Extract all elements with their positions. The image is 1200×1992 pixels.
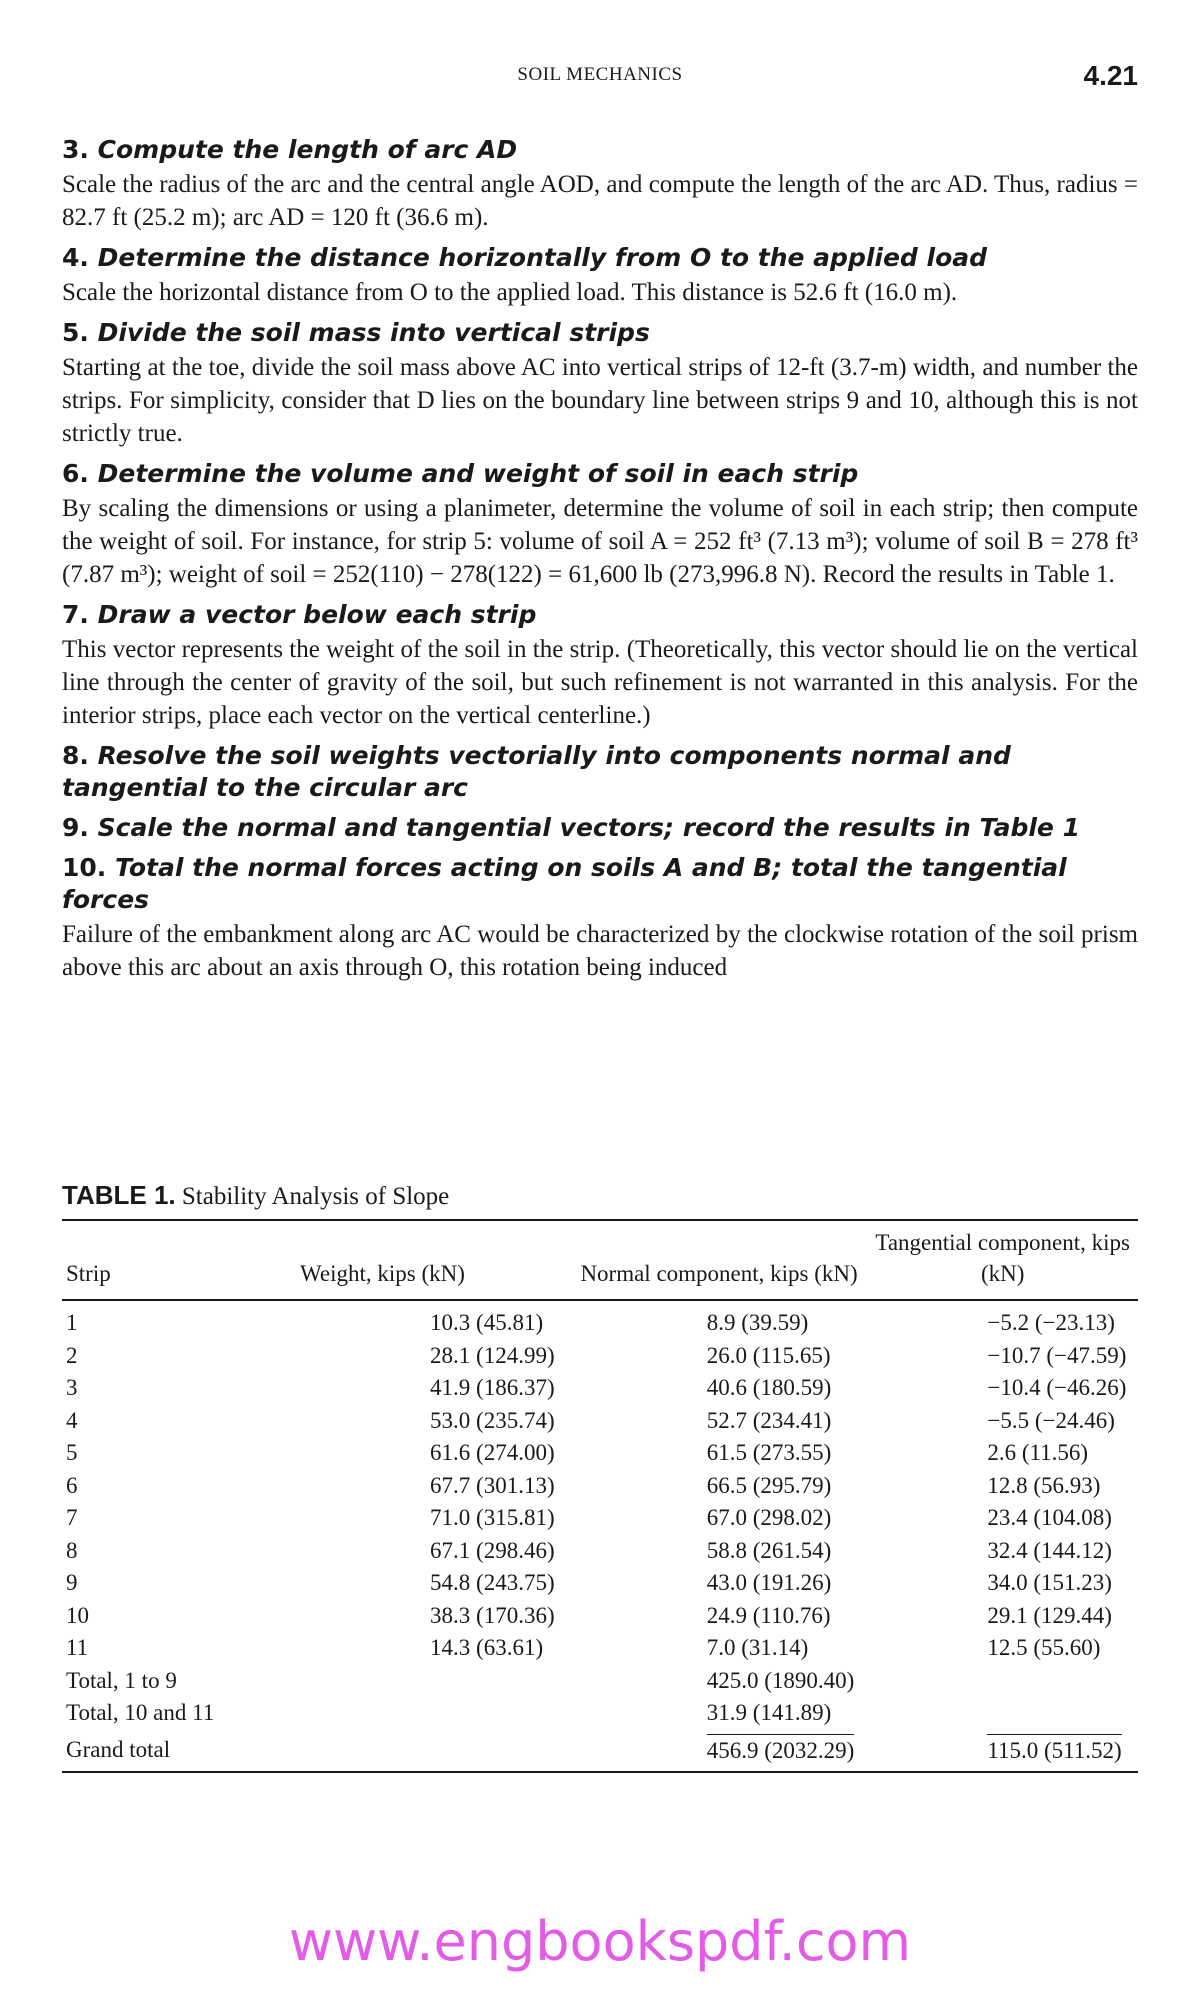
table-row: [62, 1600, 1138, 1633]
page-number: 4.21: [1083, 60, 1138, 91]
cell-normal: 66.5 (295.79): [706, 1472, 832, 1498]
step-title: Resolve the soil weights vectorially into components normal and tangential to the circular arc: [62, 741, 1011, 802]
stability-table: [62, 1219, 1138, 1773]
cell-tangential: 34.0 (151.23): [987, 1570, 1112, 1595]
step-heading: [62, 740, 1138, 804]
step-title: Compute the length of arc AD: [97, 135, 518, 164]
cell-weight: 67.1 (298.46): [430, 1537, 555, 1563]
step-paragraph: By scaling the dimensions or using a planimeter, determine the volume of soil in each strip; then compute the weight of soil. For instance, for strip 5: volume of soil A = 252 ft³ (7.13 m³); volume of soil B = 278 ft³ (7.87 m³); weight of soil = 252(110) − 278(122) = 61,600 lb (273,996.8 N). Record the results in Table 1.: [62, 495, 1138, 588]
step-heading: [62, 242, 1138, 274]
step-paragraph: Scale the radius of the arc and the central angle AOD, and compute the length of the arc AD. Thus, radius = 82.7 ft (25.2 m); arc AD = 120 ft (36.6 m).: [62, 171, 1138, 231]
step-5: [62, 317, 1138, 450]
step-title: Determine the volume and weight of soil in each strip: [97, 459, 859, 488]
cell-tangential: −10.7 (−47.59): [987, 1342, 1127, 1368]
cell-strip: 3: [66, 1375, 78, 1400]
step-3: [62, 134, 1138, 234]
cell-strip: 6: [66, 1472, 78, 1498]
body-text: [62, 134, 1138, 992]
cell-weight: 71.0 (315.81): [430, 1505, 555, 1530]
cell-total-normal: 31.9 (141.89): [706, 1700, 832, 1725]
cell-normal: 43.0 (191.26): [706, 1570, 832, 1595]
step-title: Total the normal forces acting on soils A and B; total the tangential forces: [62, 853, 1067, 914]
step-paragraph: Starting at the toe, divide the soil mass above AC into vertical strips of 12-ft (3.7-m) width, and number the strips. For simplicity, consider that D lies on the boundary line between strips 9 and 10, although this is not strictly true.: [62, 354, 1138, 447]
table-row: [62, 1437, 1138, 1470]
step-8: [62, 740, 1138, 804]
grand-total-row: [62, 1730, 1138, 1773]
step-title: Scale the normal and tangential vectors; record the results in Table 1: [97, 813, 1080, 842]
cell-normal: 24.9 (110.76): [706, 1602, 831, 1628]
cell-weight: 61.6 (274.00): [430, 1440, 555, 1465]
cell-strip: 4: [66, 1407, 78, 1433]
table-1: [62, 1180, 1138, 1773]
cell-strip: 8: [66, 1537, 78, 1563]
step-paragraph: Scale the horizontal distance from O to the applied load. This distance is 52.6 ft (16.0 m).: [62, 279, 958, 306]
cell-total-tangential: [867, 1665, 1138, 1698]
table-row: [62, 1535, 1138, 1568]
step-heading: [62, 599, 1138, 631]
cell-total-tangential: [867, 1697, 1138, 1730]
cell-weight: 53.0 (235.74): [430, 1407, 555, 1433]
table-row: [62, 1372, 1138, 1405]
cell-strip: 9: [66, 1570, 78, 1595]
table-row: [62, 1632, 1138, 1665]
cell-strip: 2: [66, 1342, 78, 1368]
cell-tangential: 29.1 (129.44): [987, 1602, 1112, 1628]
cell-weight: 14.3 (63.61): [430, 1635, 544, 1660]
step-paragraph: This vector represents the weight of the soil in the strip. (Theoretically, this vector should lie on the vertical line through the center of gravity of the soil, but such refinement is not warranted in this analysis. For the interior strips, place each vector on the vertical centerline.): [62, 636, 1138, 729]
step-7: [62, 599, 1138, 732]
cell-strip: 1: [66, 1310, 78, 1335]
step-heading: [62, 134, 1138, 166]
step-title: Determine the distance horizontally from O to the applied load: [97, 243, 988, 272]
running-head-title: SOIL MECHANICS: [517, 64, 683, 85]
cell-normal: 40.6 (180.59): [706, 1375, 832, 1400]
cell-tangential: −10.4 (−46.26): [987, 1375, 1127, 1400]
cell-total-label: Total, 10 and 11: [66, 1700, 215, 1725]
table-row: [62, 1567, 1138, 1600]
cell-weight: 67.7 (301.13): [430, 1472, 555, 1498]
cell-normal: 52.7 (234.41): [706, 1407, 832, 1433]
cell-weight: 10.3 (45.81): [430, 1310, 544, 1335]
step-6: [62, 458, 1138, 591]
cell-normal: 8.9 (39.59): [706, 1310, 809, 1335]
step-number: 6.: [62, 459, 89, 488]
cell-strip: 10: [66, 1602, 89, 1628]
cell-total-label: Total, 1 to 9: [66, 1667, 177, 1693]
cell-tangential: −5.2 (−23.13): [987, 1310, 1115, 1335]
table-caption: [62, 1180, 1138, 1211]
step-number: 5.: [62, 318, 89, 347]
cell-tangential: 32.4 (144.12): [987, 1537, 1112, 1563]
cell-grand-label: Grand total: [62, 1730, 220, 1773]
cell-tangential: 12.8 (56.93): [987, 1472, 1101, 1498]
cell-normal: 67.0 (298.02): [706, 1505, 832, 1530]
table-body: [62, 1300, 1138, 1772]
table-header-row: [62, 1220, 1138, 1300]
header-normal: Normal component, kips (kN): [580, 1261, 858, 1286]
cell-normal: 58.8 (261.54): [706, 1537, 832, 1563]
cell-tangential: 23.4 (104.08): [987, 1505, 1112, 1530]
table-label: TABLE 1.: [62, 1180, 176, 1210]
step-title: Draw a vector below each strip: [97, 600, 537, 629]
cell-strip: 5: [66, 1440, 78, 1465]
cell-grand-tangential: [867, 1730, 1138, 1773]
cell-empty: [220, 1665, 571, 1698]
table-row: [62, 1470, 1138, 1503]
total-row: [62, 1697, 1138, 1730]
cell-strip: 7: [66, 1505, 78, 1530]
table-row: [62, 1405, 1138, 1438]
cell-normal: 7.0 (31.14): [706, 1635, 809, 1660]
grand-normal-value: 456.9 (2032.29): [707, 1734, 855, 1768]
table-row: [62, 1502, 1138, 1535]
table-row: [62, 1300, 1138, 1340]
cell-normal: 26.0 (115.65): [706, 1342, 831, 1368]
cell-tangential: 2.6 (11.56): [987, 1440, 1089, 1465]
cell-weight: 54.8 (243.75): [430, 1570, 555, 1595]
cell-strip: 11: [66, 1635, 89, 1660]
page: [62, 0, 1138, 1992]
grand-tangential-value: 115.0 (511.52): [987, 1734, 1121, 1768]
cell-empty: [220, 1730, 571, 1773]
running-head: [62, 60, 1138, 92]
cell-empty: [220, 1697, 571, 1730]
step-number: 7.: [62, 600, 89, 629]
step-10: [62, 852, 1138, 984]
total-row: [62, 1665, 1138, 1698]
table-caption-text: Stability Analysis of Slope: [181, 1183, 450, 1210]
table-row: [62, 1340, 1138, 1373]
step-number: 4.: [62, 243, 89, 272]
cell-normal: 61.5 (273.55): [706, 1440, 832, 1465]
header-strip: Strip: [66, 1261, 111, 1286]
step-title: Divide the soil mass into vertical strips: [97, 318, 650, 347]
cell-weight: 41.9 (186.37): [430, 1375, 555, 1400]
step-paragraph: Failure of the embankment along arc AC would be characterized by the clockwise rotation of the soil prism above this arc about an axis through O, this rotation being induced: [62, 921, 1138, 981]
cell-grand-normal: [571, 1730, 868, 1773]
watermark-link[interactable]: www.engbookspdf.com: [288, 1910, 912, 1973]
step-heading: [62, 317, 1138, 349]
header-tangential: Tangential component, kips (kN): [875, 1230, 1130, 1286]
step-number: 3.: [62, 135, 89, 164]
cell-total-normal: 425.0 (1890.40): [706, 1667, 855, 1693]
step-9: [62, 812, 1138, 844]
step-number: 9.: [62, 813, 89, 842]
header-weight: Weight, kips (kN): [300, 1261, 465, 1286]
step-4: [62, 242, 1138, 309]
step-heading: [62, 458, 1138, 490]
cell-tangential: 12.5 (55.60): [987, 1635, 1101, 1660]
step-number: 10.: [62, 853, 107, 882]
step-heading: [62, 852, 1138, 916]
cell-tangential: −5.5 (−24.46): [987, 1407, 1115, 1433]
cell-weight: 38.3 (170.36): [430, 1602, 555, 1628]
step-heading: [62, 812, 1138, 844]
step-number: 8.: [62, 741, 89, 770]
cell-weight: 28.1 (124.99): [430, 1342, 555, 1368]
